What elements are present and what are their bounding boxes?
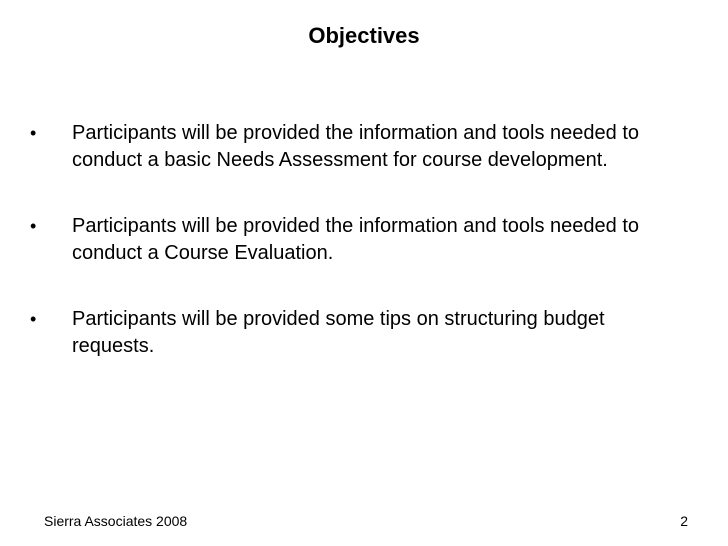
bullet-item bbox=[30, 120, 670, 174]
slide-title: Objectives bbox=[308, 23, 420, 48]
bullet-item bbox=[30, 213, 670, 267]
bullet-icon: • bbox=[30, 123, 37, 143]
bullet-text: Participants will be provided the information and tools needed to conduct a Course Evaluation. bbox=[72, 215, 640, 264]
bullet-text: Participants will be provided some tips on structuring budget requests. bbox=[72, 308, 605, 357]
bullet-icon: • bbox=[30, 216, 37, 236]
bullet-text: Participants will be provided the information and tools needed to conduct a basic Needs Assessment for course development. bbox=[72, 122, 640, 171]
footer-organization: Sierra Associates 2008 bbox=[44, 513, 188, 529]
page-number: 2 bbox=[680, 513, 688, 529]
bullet-list bbox=[30, 120, 670, 360]
bullet-icon: • bbox=[30, 309, 37, 329]
bullet-item bbox=[30, 306, 670, 360]
